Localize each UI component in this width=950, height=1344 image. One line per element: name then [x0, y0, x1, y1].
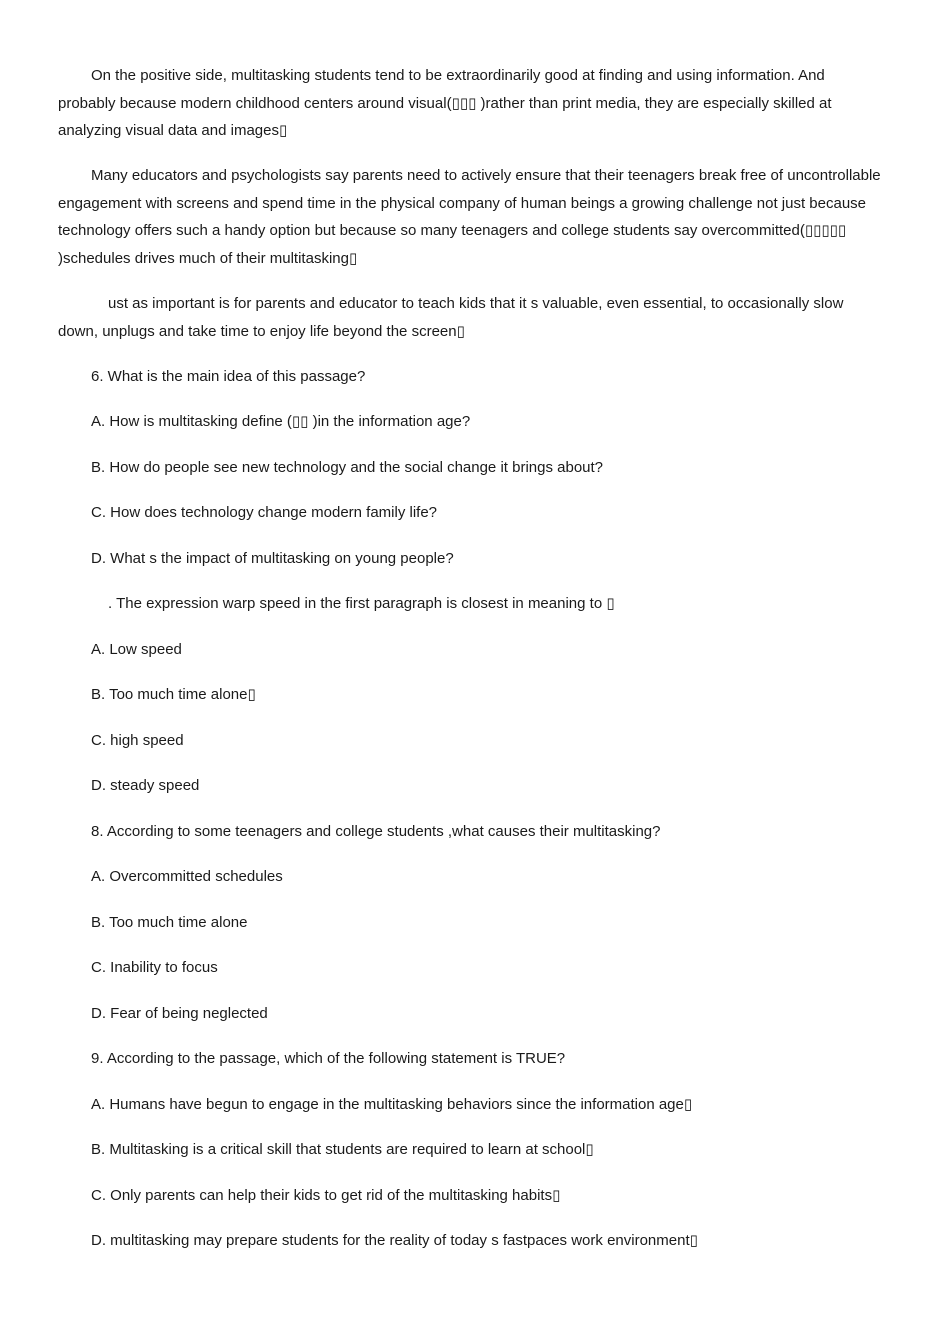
question-7-option-c: C. high speed	[91, 732, 184, 749]
question-9-option-b: B. Multitasking is a critical skill that students are required to learn at school▯	[91, 1141, 594, 1158]
passage-paragraph-3: ust as important is for parents and educator to teach kids that it s valuable, even essential, to occasionally slow down, unplugs and take time to enjoy life beyond the screen▯	[58, 295, 844, 340]
question-9-option-a: A. Humans have begun to engage in the multitasking behaviors since the information age▯	[91, 1096, 693, 1113]
question-6-option-c: C. How does technology change modern family life?	[91, 504, 438, 521]
passage-paragraph-2: Many educators and psychologists say parents need to actively ensure that their teenagers break free of uncontrollable engagement with screens and spend time in the physical company of human beings a growing challenge not just because technology offers such a handy option but because so many teenagers and college students say overcommitted(▯▯▯▯▯ )schedules drives much of their multitasking▯	[58, 167, 881, 267]
question-6-option-d: D. What s the impact of multitasking on young people?	[91, 550, 454, 567]
question-6-stem: 6. What is the main idea of this passage?	[91, 368, 366, 385]
question-8-option-b: B. Too much time alone	[91, 914, 248, 931]
question-9-option-c: C. Only parents can help their kids to get rid of the multitasking habits▯	[91, 1187, 561, 1204]
question-7-option-a: A. Low speed	[91, 641, 182, 658]
question-6-option-b: B. How do people see new technology and the social change it brings about?	[91, 459, 604, 476]
question-8-option-d: D. Fear of being neglected	[91, 1005, 268, 1022]
question-9-stem: 9. According to the passage, which of the following statement is TRUE?	[91, 1050, 566, 1067]
question-8-option-a: A. Overcommitted schedules	[91, 868, 283, 885]
question-6-option-a: A. How is multitasking define (▯▯ )in the information age?	[91, 413, 471, 430]
question-9-option-d: D. multitasking may prepare students for the reality of today s fastpaces work environment▯	[91, 1232, 698, 1249]
question-7-option-b: B. Too much time alone▯	[91, 686, 256, 703]
question-7-option-d: D. steady speed	[91, 777, 200, 794]
question-8-option-c: C. Inability to focus	[91, 959, 218, 976]
passage-paragraph-1: On the positive side, multitasking students tend to be extraordinarily good at finding and using information. And probably because modern childhood centers around visual(▯▯▯ )rather than print media, they are especially skilled at analyzing visual data and images▯	[58, 67, 832, 139]
question-8-stem: 8. According to some teenagers and college students ,what causes their multitasking?	[91, 823, 661, 840]
question-7-stem: . The expression warp speed in the first paragraph is closest in meaning to ▯	[108, 595, 615, 612]
